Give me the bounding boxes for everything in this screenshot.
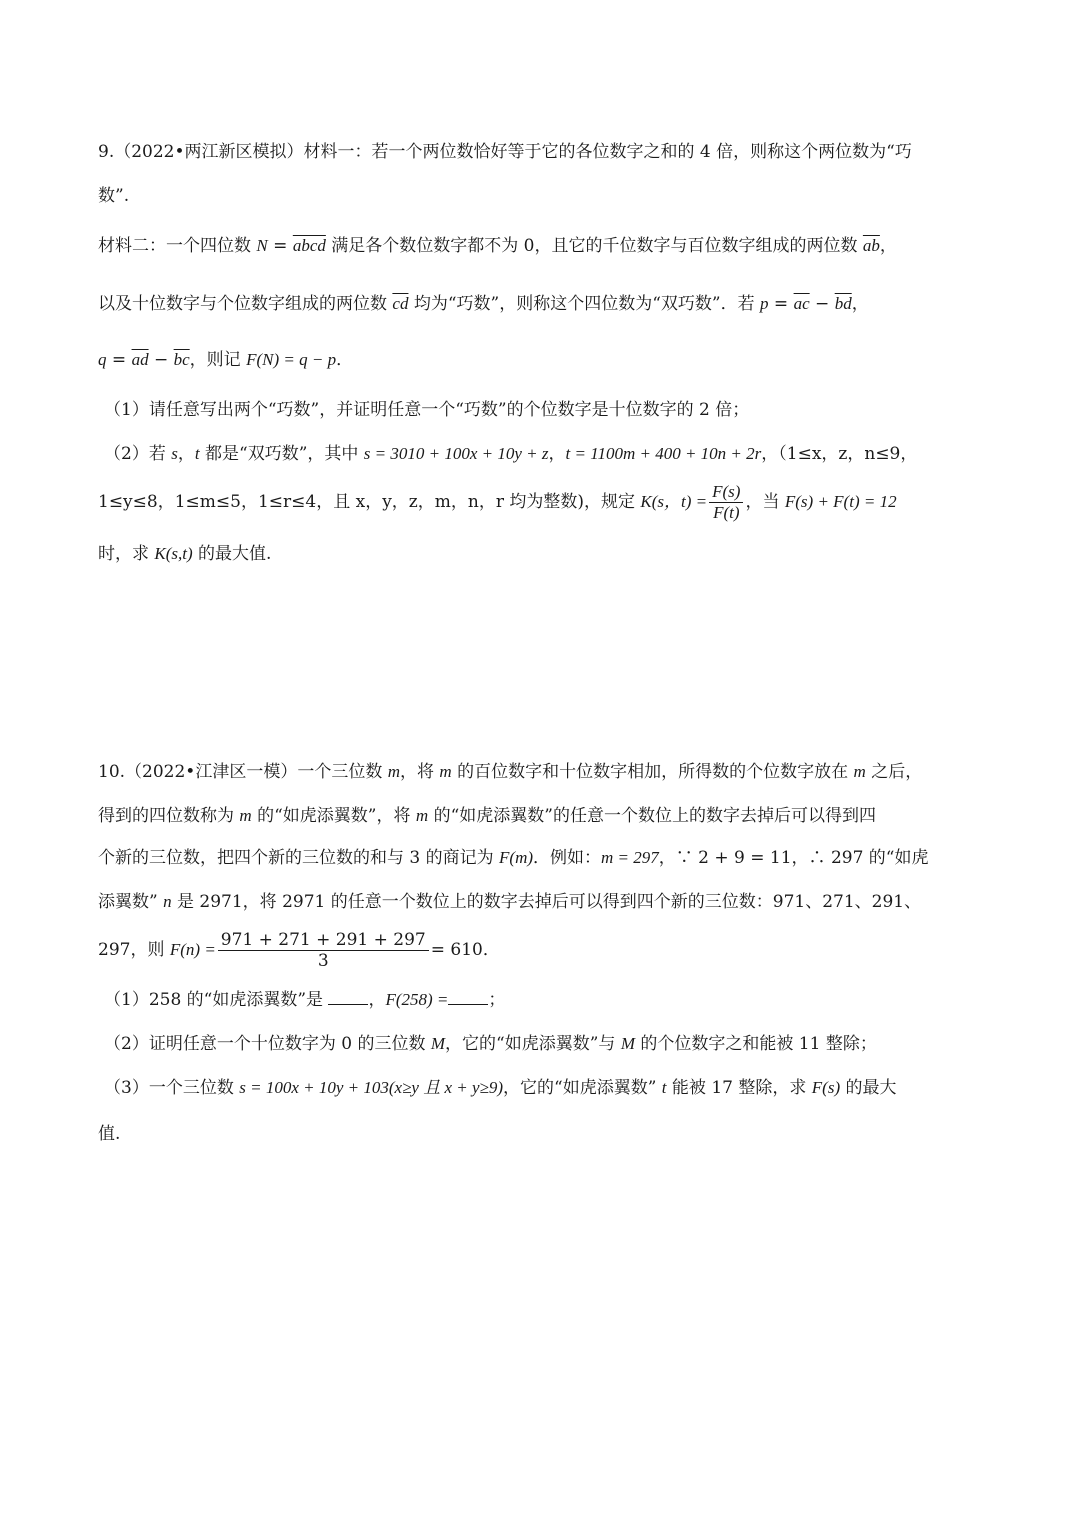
q9-line-2: 数”. [98, 186, 130, 206]
q10-line-5: 297，则 F(n) = $\frac{971 + 271 + 291 + 297}{3}$ = 610． [98, 930, 500, 971]
q10-part-3: （3）一个三位数 s = 100x + 10y + 103(x≥y 且 x + y≥9)，它的“如虎添翼数” t 能被 17 整除，求 F(s) 的最大 [104, 1078, 897, 1098]
q9-material-2-line-2: 以及十位数字与个位数字组成的两位数 $\overline{cd}$ 均为“巧数”，则称这个四位数为“双巧数”．若 $p = \overline{ac} - \overline{bd}$， [98, 294, 869, 314]
q9-line-1: 9.（2022•两江新区模拟）材料一：若一个两位数恰好等于它的各位数字之和的 4 倍，则称这个两位数为“巧 [98, 142, 912, 162]
q9-part-2-line-3: 时，求 K(s,t) 的最大值. [98, 544, 272, 564]
q10-part-2: （2）证明任意一个十位数字为 0 的三位数 M，它的“如虎添翼数”与 M 的个位数字之和能被 11 整除； [104, 1034, 877, 1054]
answer-blank-1[interactable] [328, 988, 368, 1005]
answer-blank-2[interactable] [448, 988, 488, 1005]
q10-line-2: 得到的四位数称为 m 的“如虎添翼数”，将 m 的“如虎添翼数”的任意一个数位上的数字去掉后可以得到四 [98, 806, 876, 826]
q9-material-2-line-1: 材料二：一个四位数 N = abcd 满足各个数位数字都不为 0，且它的千位数字与百位数字组成的两位数 $\overline{ab}$， [98, 236, 897, 256]
q9-material-2-line-3: $q = \overline{ad} - \overline{bc}$，则记 F(N) = q − p． [98, 350, 354, 370]
q9-part-1: （1）请任意写出两个“巧数”，并证明任意一个“巧数”的个位数字是十位数字的 2 倍； [104, 400, 750, 420]
q10-part-3-continued: 值. [98, 1124, 121, 1144]
q9-k-fraction: $\frac{F(s)}{F(t)}$ [709, 482, 743, 523]
q10-line-3: 个新的三位数，把四个新的三位数的和与 3 的商记为 F(m)．例如：m = 297，∵ 2 + 9 = 11，∴ 297 的“如虎 [98, 848, 929, 868]
q10-fn-fraction: $\frac{971 + 271 + 291 + 297}{3}$ [218, 930, 429, 971]
q9-part-2-line-1: （2）若 s，t 都是“双巧数”，其中 s = 3010 + 100x + 10y + z，t = 1100m + 400 + 10n + 2r，（1≤x，z，n≤9， [104, 444, 918, 464]
q9-part-2-line-2: 1≤y≤8，1≤m≤5，1≤r≤4，且 x，y，z，m，n，r 均为整数)，规定 K(s，t) = $\frac{F(s)}{F(t)}$ ，当 F(s) + F(t) = 12 [98, 482, 897, 522]
q10-line-1: 10.（2022•江津区一模）一个三位数 m，将 m 的百位数字和十位数字相加，所得数的个位数字放在 m 之后， [98, 762, 923, 782]
q10-line-4: 添翼数” n 是 2971，将 2971 的任意一个数位上的数字去掉后可以得到四个新的三位数：971、271、291、 [98, 892, 922, 912]
q10-part-1: （1）258 的“如虎添翼数”是 ，F(258) = ； [104, 990, 506, 1010]
